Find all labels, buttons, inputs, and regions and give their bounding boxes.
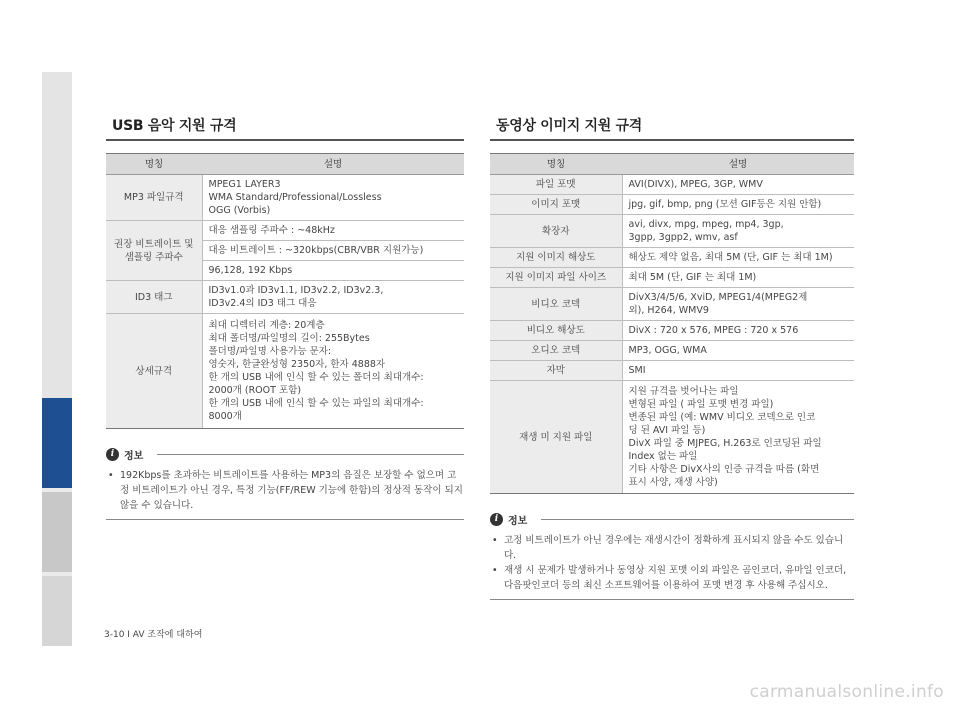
info-bullet bbox=[490, 563, 854, 593]
table-row bbox=[106, 175, 464, 221]
value-line: 대응 샘플링 주파수 : ~48kHz bbox=[208, 225, 335, 236]
usb-music-section bbox=[106, 113, 464, 520]
table-row bbox=[490, 321, 854, 341]
side-tab-segment bbox=[42, 72, 72, 398]
info-bullet bbox=[490, 533, 854, 563]
value-line: 표시 사양, 재생 사양) bbox=[628, 477, 718, 488]
bullet-text: 192Kbps를 초과하는 비트레이트를 사용하는 MP3의 음질은 보장할 수 없으며 고정 비트레이트가 아닌 경우, 특정 기능(FF/REW 기능에 한함)의 정상적 동작이 되지 않을 수 있습니다. bbox=[120, 470, 463, 511]
row-name: 지원 이미지 해상도 bbox=[490, 248, 622, 268]
table-row bbox=[490, 268, 854, 288]
row-name: 오디오 코덱 bbox=[490, 341, 622, 361]
value-line: 최대 5M (단, GIF 는 최대 1M) bbox=[628, 272, 757, 283]
bullet-dot: • bbox=[492, 535, 498, 546]
value-line: 대응 비트레이트 : ~320kbps(CBR/VBR 지원가능) bbox=[208, 245, 424, 256]
table-row bbox=[490, 381, 854, 494]
table-row bbox=[490, 361, 854, 381]
value-line: jpg, gif, bmp, png (모션 GIF등은 지원 안함) bbox=[628, 199, 822, 210]
section-title: USB 음악 지원 규격 bbox=[106, 113, 464, 141]
row-value bbox=[622, 381, 854, 494]
bullet-text: 고정 비트레이트가 아닌 경우에는 재생시간이 정확하게 표시되지 않을 수도 있습니다. bbox=[504, 535, 844, 561]
video-image-section bbox=[490, 113, 854, 600]
table-row bbox=[490, 215, 854, 248]
value-line: OGG (Vorbis) bbox=[208, 205, 271, 216]
value-line: 변종된 파일 (예: WMV 비디오 코덱으로 인코 bbox=[628, 412, 816, 423]
row-name: 확장자 bbox=[490, 215, 622, 248]
row-value bbox=[622, 361, 854, 381]
video-image-spec-table bbox=[490, 153, 854, 494]
watermark: carmanualsonline.info bbox=[749, 682, 944, 702]
row-name: 자막 bbox=[490, 361, 622, 381]
value-line: 최대 디렉터리 계층: 20계층 bbox=[208, 320, 325, 331]
row-name: 지원 이미지 파일 사이즈 bbox=[490, 268, 622, 288]
info-body bbox=[106, 468, 464, 520]
value-line: 기타 사항은 DivX사의 인증 규격을 따름 (화면 bbox=[628, 464, 820, 475]
usb-music-spec-table bbox=[106, 153, 464, 429]
column-header: 명칭 bbox=[106, 154, 202, 175]
info-header bbox=[106, 447, 464, 462]
info-label: 정보 bbox=[124, 451, 144, 462]
value-line: 변형된 파일 ( 파일 포맷 변경 파일) bbox=[628, 399, 774, 410]
column-header: 명칭 bbox=[490, 154, 622, 175]
info-label: 정보 bbox=[508, 516, 528, 527]
value-line: 2000개 (ROOT 포함) bbox=[208, 385, 302, 396]
value-line: avi, divx, mpg, mpeg, mp4, 3gp, bbox=[628, 219, 784, 230]
row-name: MP3 파일규격 bbox=[106, 175, 202, 221]
side-tab-segment bbox=[42, 492, 72, 572]
value-line: 지원 규격을 벗어나는 파일 bbox=[628, 386, 739, 397]
column-header: 설명 bbox=[202, 154, 464, 175]
row-name: 상세규격 bbox=[106, 314, 202, 429]
table-row bbox=[490, 195, 854, 215]
row-value bbox=[202, 175, 464, 221]
table-header-row bbox=[106, 154, 464, 175]
bullet-text: 재생 시 문제가 발생하거나 동영상 지원 포맷 이외 파일은 곰인코더, 유마일 인코더, 다음팟인코더 등의 최신 소프트웨어를 이용하여 포맷 변경 후 사용해 주십시오. bbox=[504, 565, 847, 591]
value-line: 영숫자, 한글완성형 2350자, 한자 4888자 bbox=[208, 359, 386, 370]
row-value bbox=[202, 281, 464, 314]
row-value bbox=[622, 175, 854, 195]
value-line: 딩 된 AVI 파일 등) bbox=[628, 425, 706, 436]
row-value bbox=[622, 268, 854, 288]
row-name: 비디오 코덱 bbox=[490, 288, 622, 321]
row-name: 이미지 포맷 bbox=[490, 195, 622, 215]
value-line: 폴더명/파일명 사용가능 문자: bbox=[208, 346, 332, 357]
row-value bbox=[202, 241, 464, 261]
table-row bbox=[106, 314, 464, 429]
value-line: ID3v2.4의 ID3 태그 대응 bbox=[208, 298, 317, 309]
value-line: 96,128, 192 Kbps bbox=[208, 265, 293, 276]
value-line: 최대 폴더명/파일명의 길이: 255Bytes bbox=[208, 333, 370, 344]
info-icon: i bbox=[490, 513, 503, 526]
row-name: 비디오 해상도 bbox=[490, 321, 622, 341]
table-header-row bbox=[490, 154, 854, 175]
value-line: MP3, OGG, WMA bbox=[628, 345, 707, 356]
row-value bbox=[622, 248, 854, 268]
value-line: Index 없는 파일 bbox=[628, 451, 698, 462]
side-tab-segment bbox=[42, 576, 72, 646]
table-row bbox=[106, 221, 464, 241]
row-value bbox=[622, 341, 854, 361]
bullet-dot: • bbox=[492, 565, 498, 576]
table-row bbox=[106, 281, 464, 314]
row-value bbox=[202, 261, 464, 281]
bullet-dot: • bbox=[108, 470, 114, 481]
value-line: DivX : 720 x 576, MPEG : 720 x 576 bbox=[628, 325, 799, 336]
page-footer: 3-10 I AV 조작에 대하여 bbox=[104, 630, 203, 640]
column-header: 설명 bbox=[622, 154, 854, 175]
value-line: DivX 파일 중 MJPEG, H.263로 인코딩된 파일 bbox=[628, 438, 822, 449]
row-value bbox=[622, 215, 854, 248]
info-bullet bbox=[106, 468, 464, 513]
info-header bbox=[490, 512, 854, 527]
side-tab-active-segment bbox=[42, 398, 72, 488]
table-row bbox=[490, 248, 854, 268]
row-value bbox=[622, 288, 854, 321]
row-value bbox=[202, 314, 464, 429]
row-value bbox=[202, 221, 464, 241]
info-icon: i bbox=[106, 448, 119, 461]
table-row bbox=[490, 288, 854, 321]
side-tab-bar bbox=[42, 72, 72, 646]
table-row bbox=[490, 175, 854, 195]
row-value bbox=[622, 321, 854, 341]
divider bbox=[541, 519, 854, 520]
row-name: 재생 미 지원 파일 bbox=[490, 381, 622, 494]
row-name: 파일 포맷 bbox=[490, 175, 622, 195]
value-line: 3gpp, 3gpp2, wmv, asf bbox=[628, 232, 738, 243]
value-line: 8000개 bbox=[208, 411, 242, 422]
divider bbox=[157, 454, 464, 455]
value-line: AVI(DIVX), MPEG, 3GP, WMV bbox=[628, 179, 763, 190]
value-line: ID3v1.0과 ID3v1.1, ID3v2.2, ID3v2.3, bbox=[208, 285, 384, 296]
info-body bbox=[490, 533, 854, 600]
value-line: DivX3/4/5/6, XviD, MPEG1/4(MPEG2제 bbox=[628, 292, 808, 303]
row-value bbox=[622, 195, 854, 215]
value-line: 외), H264, WMV9 bbox=[628, 305, 709, 316]
row-name: ID3 태그 bbox=[106, 281, 202, 314]
value-line: 한 개의 USB 내에 인식 할 수 있는 파일의 최대개수: bbox=[208, 398, 424, 409]
table-row bbox=[490, 341, 854, 361]
value-line: MPEG1 LAYER3 bbox=[208, 179, 281, 190]
section-title: 동영상 이미지 지원 규격 bbox=[490, 113, 854, 141]
value-line: 한 개의 USB 내에 인식 할 수 있는 폴더의 최대개수: bbox=[208, 372, 424, 383]
row-name: 권장 비트레이트 및 샘플링 주파수 bbox=[106, 221, 202, 281]
value-line: WMA Standard/Professional/Lossless bbox=[208, 192, 382, 203]
value-line: 해상도 제약 없음, 최대 5M (단, GIF 는 최대 1M) bbox=[628, 252, 833, 263]
value-line: SMI bbox=[628, 365, 646, 376]
